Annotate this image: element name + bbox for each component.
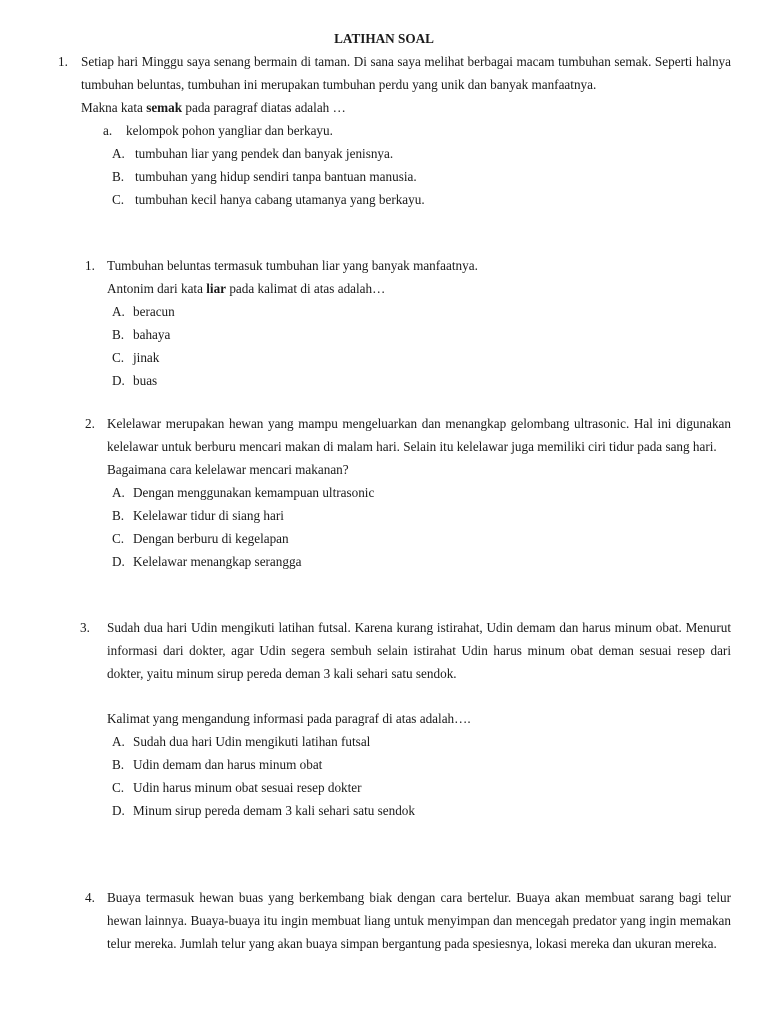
answer-option-d: D. Minum sirup pereda demam 3 kali sehari satu sendok <box>112 803 415 818</box>
question-number: 2. <box>85 416 95 431</box>
question-number: 1. <box>58 54 68 69</box>
question-1a <box>58 50 731 211</box>
answer-option-b: B. Kelelawar tidur di siang hari <box>112 508 284 523</box>
answer-option-a: A. tumbuhan liar yang pendek dan banyak jenisnya. <box>112 146 394 161</box>
question-number: 4. <box>85 890 95 905</box>
question-number: 3. <box>80 620 90 635</box>
answer-option-d: D. Kelelawar menangkap serangga <box>112 554 302 569</box>
question-paragraph: Buaya termasuk hewan buas yang berkembang biak dengan cara bertelur. Buaya akan membuat sarang bagi telur hewan lainnya. Buaya-buaya itu ingin membuat liang untuk menyimpan dan mencegah predator yang ingin memakan telur mereka. Jumlah telur yang akan buaya simpan bergantung pada spesiesnya, lokasi mereka dan ukuran mereka. <box>107 890 731 951</box>
question-paragraph: Sudah dua hari Udin mengikuti latihan futsal. Karena kurang istirahat, Udin demam dan harus minum obat. Menurut informasi dari dokter, agar Udin segera sembuh selain istirahat Udin harus minum obat deman sesuai resep dari dokter, yaitu minum sirup pereda deman 3 kali sehari satu sendok. <box>107 620 731 681</box>
answer-option-c: C. tumbuhan kecil hanya cabang utamanya yang berkayu. <box>112 192 425 207</box>
question-paragraph: Setiap hari Minggu saya senang bermain di taman. Di sana saya melihat berbagai macam tumbuhan semak. Seperti halnya tumbuhan beluntas, tumbuhan ini merupakan tumbuhan perdu yang unik dan banyak manfaatnya. <box>81 54 731 92</box>
answer-option-c: C. Dengan berburu di kegelapan <box>112 531 289 546</box>
question-number: 1. <box>85 258 95 273</box>
question-2 <box>85 412 731 573</box>
question-prompt: Kalimat yang mengandung informasi pada paragraf di atas adalah…. <box>107 711 471 726</box>
answer-option-a-lower: a. kelompok pohon yangliar dan berkayu. <box>103 123 333 138</box>
answer-option-d: D. buas <box>112 373 158 388</box>
answer-option-a: A. Sudah dua hari Udin mengikuti latihan futsal <box>112 734 371 749</box>
answer-option-b: B. tumbuhan yang hidup sendiri tanpa bantuan manusia. <box>112 169 417 184</box>
question-4 <box>85 886 731 955</box>
answer-option-b: B. bahaya <box>112 327 171 342</box>
answer-option-c: C. Udin harus minum obat sesuai resep dokter <box>112 780 362 795</box>
question-paragraph: Tumbuhan beluntas termasuk tumbuhan liar yang banyak manfaatnya. <box>107 258 478 273</box>
question-prompt: Makna kata semak pada paragraf diatas adalah … <box>81 100 346 115</box>
answer-option-b: B. Udin demam dan harus minum obat <box>112 757 323 772</box>
answer-option-a: A. beracun <box>112 304 175 319</box>
question-prompt: Bagaimana cara kelelawar mencari makanan? <box>107 462 349 477</box>
question-paragraph: Kelelawar merupakan hewan yang mampu mengeluarkan dan menangkap gelombang ultrasonic. Hal ini digunakan kelelawar untuk berburu mencari makan di malam hari. Selain itu kelelawar juga memiliki ciri tidur pada sang hari. <box>107 416 731 454</box>
question-prompt: Antonim dari kata liar pada kalimat di atas adalah… <box>107 281 386 296</box>
answer-option-a: A. Dengan menggunakan kemampuan ultrasonic <box>112 485 375 500</box>
answer-option-c: C. jinak <box>112 350 160 365</box>
document-title: LATIHAN SOAL <box>334 31 434 46</box>
question-3 <box>80 616 731 822</box>
question-1b <box>85 254 731 392</box>
